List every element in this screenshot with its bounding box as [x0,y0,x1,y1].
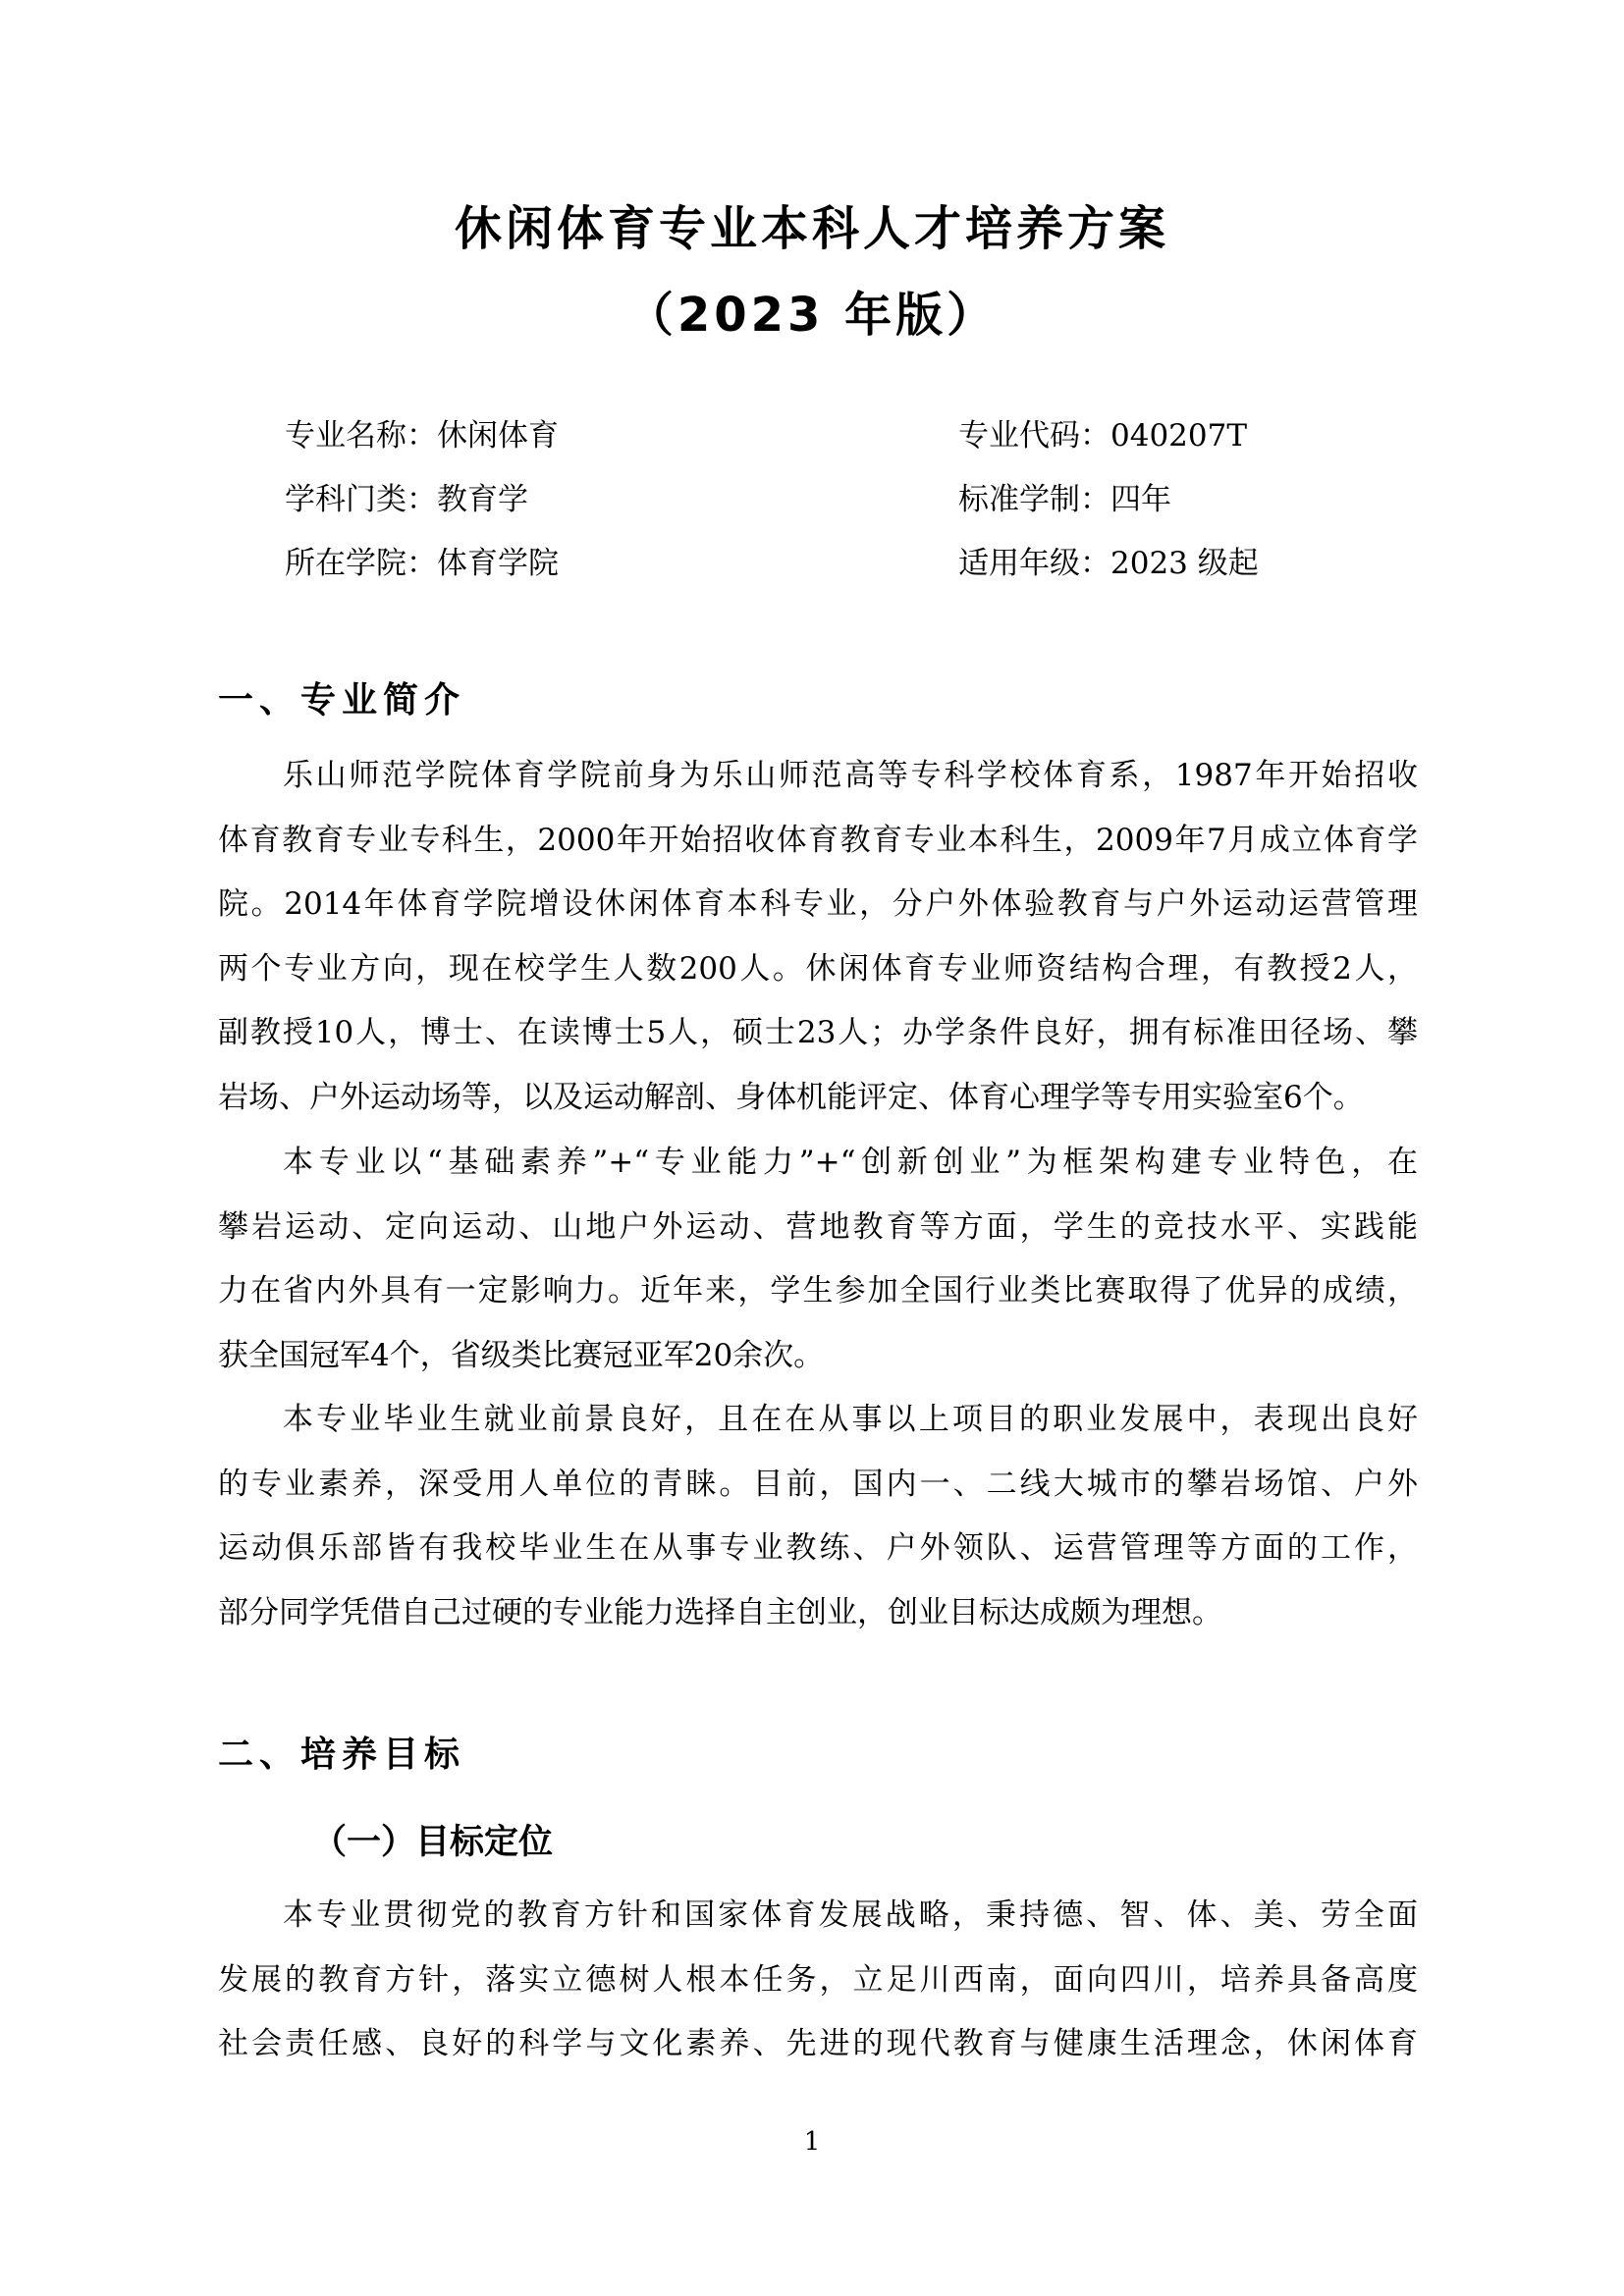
paragraph-line: 岩场、户外运动场等，以及运动解剖、身体机能评定、体育心理学等专用实验室6个。 [218,1079,1364,1115]
paragraph-line: 力在省内外具有一定影响力。近年来，学生参加全国行业类比赛取得了优异的成绩， [218,1273,1418,1308]
paragraph [218,1131,1418,1388]
section-heading-objectives: 二、培养目标 [218,1735,466,1775]
paragraph-line: 两个专业方向，现在校学生人数200人。休闲体育专业师资结构合理，有教授2人， [218,950,1418,987]
paragraph [218,1884,1418,2077]
paragraph-line: 乐山师范学院体育学院前身为乐山师范高等专科学校体育系，1987年开始招收 [283,758,1418,793]
paragraph-line: 运动俱乐部皆有我校毕业生在从事专业教练、户外领队、运营管理等方面的工作， [218,1530,1418,1566]
document-edition: （2023 年版） [625,288,999,343]
paragraph [218,744,1418,1130]
section-heading-introduction: 一、专业简介 [218,680,466,721]
paragraph [218,1388,1418,1645]
paragraph-line: 本专业贯彻党的教育方针和国家体育发展战略，秉持德、智、体、美、劳全面 [283,1897,1418,1933]
paragraph-line: 院。2014年体育学院增设休闲体育本科专业，分户外体验教育与户外运动运营管理 [218,886,1418,922]
page-number: 1 [803,2127,821,2157]
paragraph-line: 本专业毕业生就业前景良好，且在在从事以上项目的职业发展中，表现出良好 [283,1402,1418,1437]
program-name: 专业名称：休闲体育 [285,418,559,454]
paragraph-line: 本专业以“基础素养”+“专业能力”+“创新创业”为框架构建专业特色，在 [283,1145,1418,1180]
college: 所在学院：体育学院 [285,546,559,581]
applicable-grade: 适用年级：2023 级起 [958,546,1259,581]
program-info-row [285,468,1384,532]
paragraph-line: 副教授10人，博士、在读博士5人，硕士23人；办学条件良好，拥有标准田径场、攀 [218,1015,1418,1050]
subsection-heading-positioning: （一）目标定位 [312,1823,554,1862]
paragraph-line: 部分同学凭借自己过硬的专业能力选择自主创业，创业目标达成颇为理想。 [218,1594,1222,1630]
paragraph-line: 体育教育专业专科生，2000年开始招收体育教育专业本科生，2009年7月成立体育学 [218,822,1418,858]
program-info-row [285,404,1384,468]
program-code: 专业代码：040207T [958,418,1248,454]
paragraph-line: 社会责任感、良好的科学与文化素养、先进的现代教育与健康生活理念，休闲体育 [218,2026,1418,2061]
paragraph-line: 发展的教育方针，落实立德树人根本任务，立足川西南，面向四川，培养具备高度 [218,1961,1418,1998]
program-info-row [285,532,1384,596]
discipline-category: 学科门类：教育学 [285,482,528,517]
paragraph-line: 攀岩运动、定向运动、山地户外运动、营地教育等方面，学生的竞技水平、实践能 [218,1208,1418,1245]
study-duration: 标准学制：四年 [958,482,1171,517]
paragraph-line: 的专业素养，深受用人单位的青睐。目前，国内一、二线大城市的攀岩场馆、户外 [218,1466,1418,1502]
program-info [285,404,1384,596]
paragraph-line: 获全国冠军4个，省级类比赛冠亚军20余次。 [218,1337,825,1373]
document-title: 休闲体育专业本科人才培养方案 [454,201,1169,256]
